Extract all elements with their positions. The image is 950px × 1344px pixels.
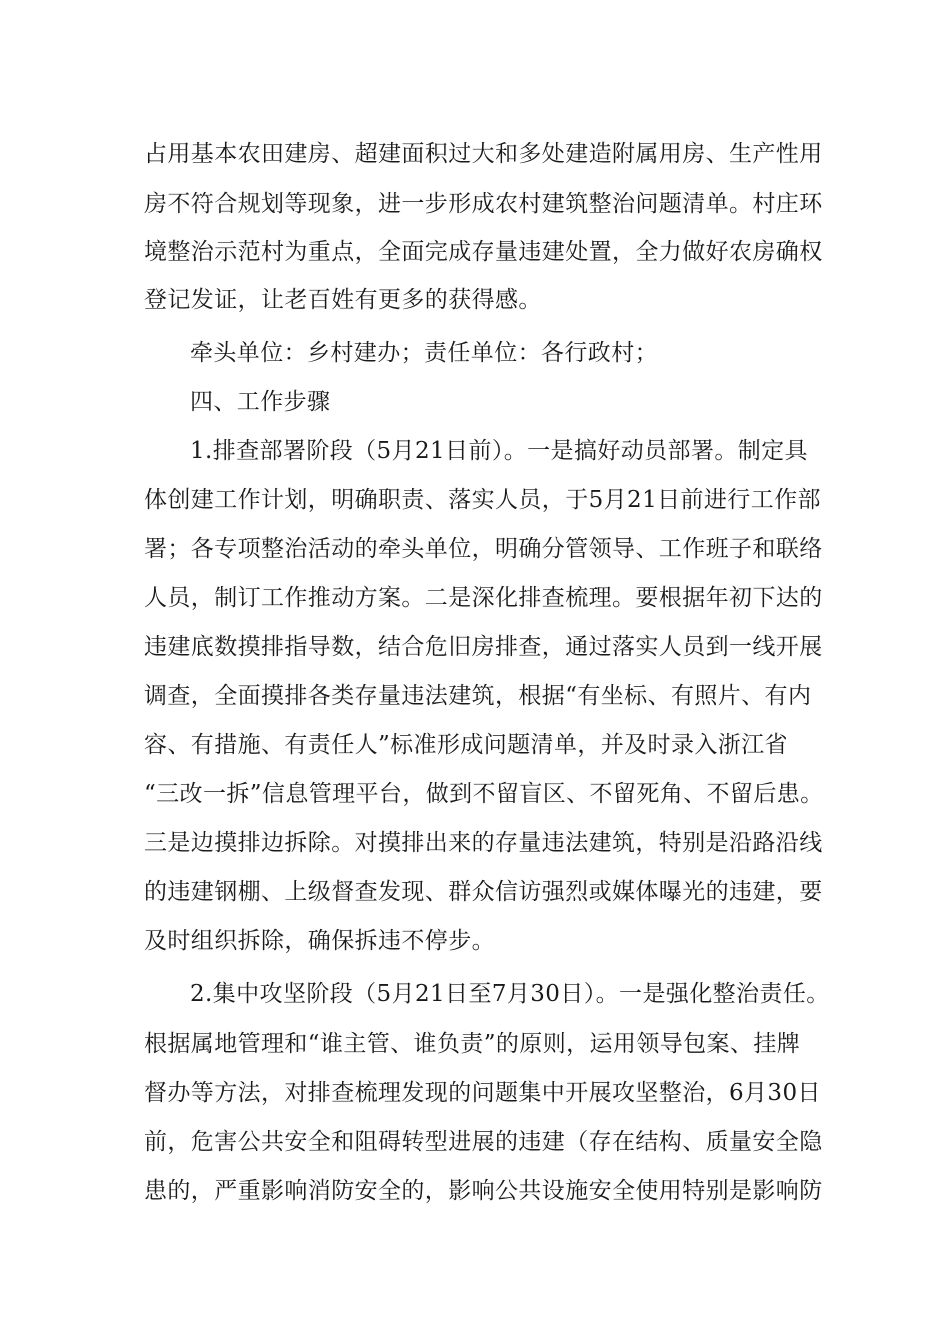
paragraph-line: 违建底数摸排指导数，结合危旧房排查，通过落实人员到一线开展 bbox=[144, 634, 823, 660]
paragraph-line: 调查，全面摸排各类存量违法建筑，根据“有坐标、有照片、有内 bbox=[144, 683, 812, 709]
paragraph-line: 前，危害公共安全和阻碍转型进展的违建（存在结构、质量安全隐 bbox=[144, 1129, 823, 1155]
paragraph-line: 署；各专项整治活动的牵头单位，明确分管领导、工作班子和联络 bbox=[144, 536, 823, 562]
paragraph-line: 三是边摸排边拆除。对摸排出来的存量违法建筑，特别是沿路沿线 bbox=[144, 830, 823, 856]
section-heading: 四、工作步骤 bbox=[190, 389, 331, 415]
paragraph-line: 1.排查部署阶段（5月21日前）。一是搞好动员部署。制定具 bbox=[190, 438, 808, 464]
responsibility-line: 牵头单位：乡村建办；责任单位：各行政村； bbox=[190, 340, 658, 366]
paragraph-line: 的违建钢棚、上级督查发现、群众信访强烈或媒体曝光的违建，要 bbox=[144, 879, 823, 905]
paragraph-line: 体创建工作计划，明确职责、落实人员，于5月21日前进行工作部 bbox=[144, 487, 821, 513]
paragraph-line: 2.集中攻坚阶段（5月21日至7月30日）。一是强化整治责任。 bbox=[190, 981, 830, 1007]
paragraph-line: 人员，制订工作推动方案。二是深化排查梳理。要根据年初下达的 bbox=[144, 585, 823, 611]
paragraph-line: 房不符合规划等现象，进一步形成农村建筑整治问题清单。村庄环 bbox=[144, 191, 823, 217]
paragraph-line: 容、有措施、有责任人”标准形成问题清单，并及时录入浙江省 bbox=[144, 732, 788, 758]
paragraph-line: 督办等方法，对排查梳理发现的问题集中开展攻坚整治，6月30日 bbox=[144, 1080, 821, 1106]
paragraph-line: “三改一拆”信息管理平台，做到不留盲区、不留死角、不留后患。 bbox=[144, 781, 824, 807]
paragraph-line: 根据属地管理和“谁主管、谁负责”的原则，运用领导包案、挂牌 bbox=[144, 1031, 801, 1057]
paragraph-line: 登记发证，让老百姓有更多的获得感。 bbox=[144, 287, 542, 313]
paragraph-line: 境整治示范村为重点，全面完成存量违建处置，全力做好农房确权 bbox=[144, 239, 823, 265]
paragraph-line: 占用基本农田建房、超建面积过大和多处建造附属用房、生产性用 bbox=[144, 141, 823, 167]
paragraph-line: 及时组织拆除，确保拆违不停步。 bbox=[144, 928, 495, 954]
paragraph-line: 患的，严重影响消防安全的，影响公共设施安全使用特别是影响防 bbox=[144, 1178, 823, 1204]
